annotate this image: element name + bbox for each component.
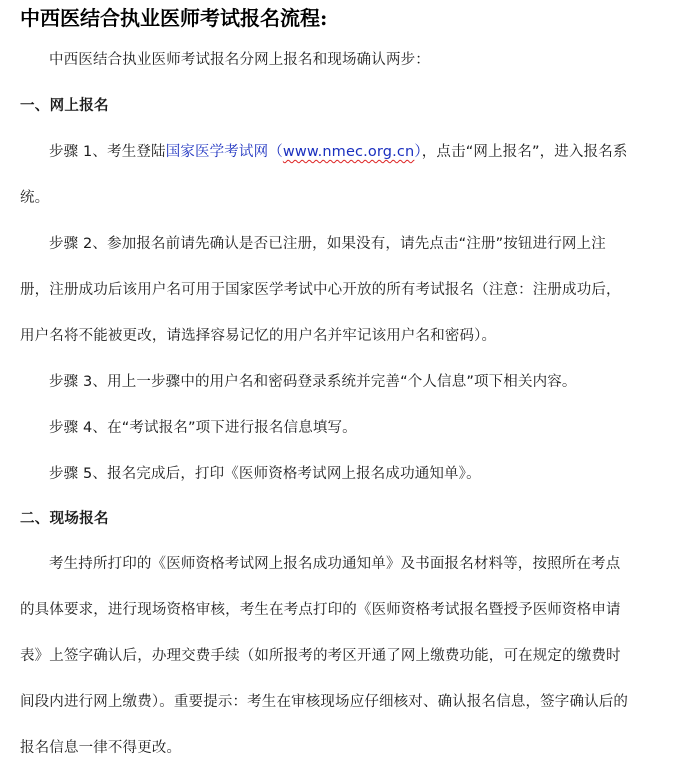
step-1-suffix: ，点击“网上报名”，进入报名系统。: [20, 144, 628, 206]
onsite-paragraph: 考生持所打印的《医师资格考试网上报名成功通知单》及书面报名材料等，按照所在考点的具体要求，进行现场资格审核，考生在考点打印的《医师资格考试报名暨授予医师资格申请表》上签字确认后，办理交费手续（如所报考的考区开通了网上缴费功能，可在规定的缴费时间段内进行网上缴费）。重要提示：考生在审核现场应仔细核对、确认报名信息，签字确认后的报名信息一律不得更改。: [20, 556, 629, 756]
step-2-paragraph: 步骤 2、参加报名前请先确认是否已注册，如果没有，请先点击“注册”按钮进行网上注册，注册成功后该用户名可用于国家医学考试中心开放的所有考试报名（注意：注册成功后，用户名将不能被更改，请选择容易记忆的用户名并牢记该用户名和密码）。: [20, 236, 621, 344]
step-3-paragraph: 步骤 3、用上一步骤中的用户名和密码登录系统并完善“个人信息”项下相关内容。: [49, 374, 577, 390]
intro-paragraph: 中西医结合执业医师考试报名分网上报名和现场确认两步：: [49, 52, 430, 68]
page-title: 中西医结合执业医师考试报名流程:: [20, 6, 328, 30]
step-5-paragraph: 步骤 5、报名完成后，打印《医师资格考试网上报名成功通知单》。: [49, 466, 481, 482]
step-1-prefix: 步骤 1、考生登陆: [49, 144, 166, 160]
section-heading-onsite: 二、现场报名: [20, 511, 109, 527]
section-heading-online: 一、网上报名: [20, 98, 109, 114]
nmec-url: www.nmec.org.cn: [282, 144, 415, 160]
nmec-website-link[interactable]: [166, 144, 422, 160]
step-4-paragraph: 步骤 4、在“考试报名”项下进行报名信息填写。: [49, 420, 357, 436]
nmec-link-close: ）: [414, 144, 422, 160]
step-1-paragraph: [20, 129, 632, 221]
nmec-link-text: 国家医学考试网（: [165, 144, 283, 160]
